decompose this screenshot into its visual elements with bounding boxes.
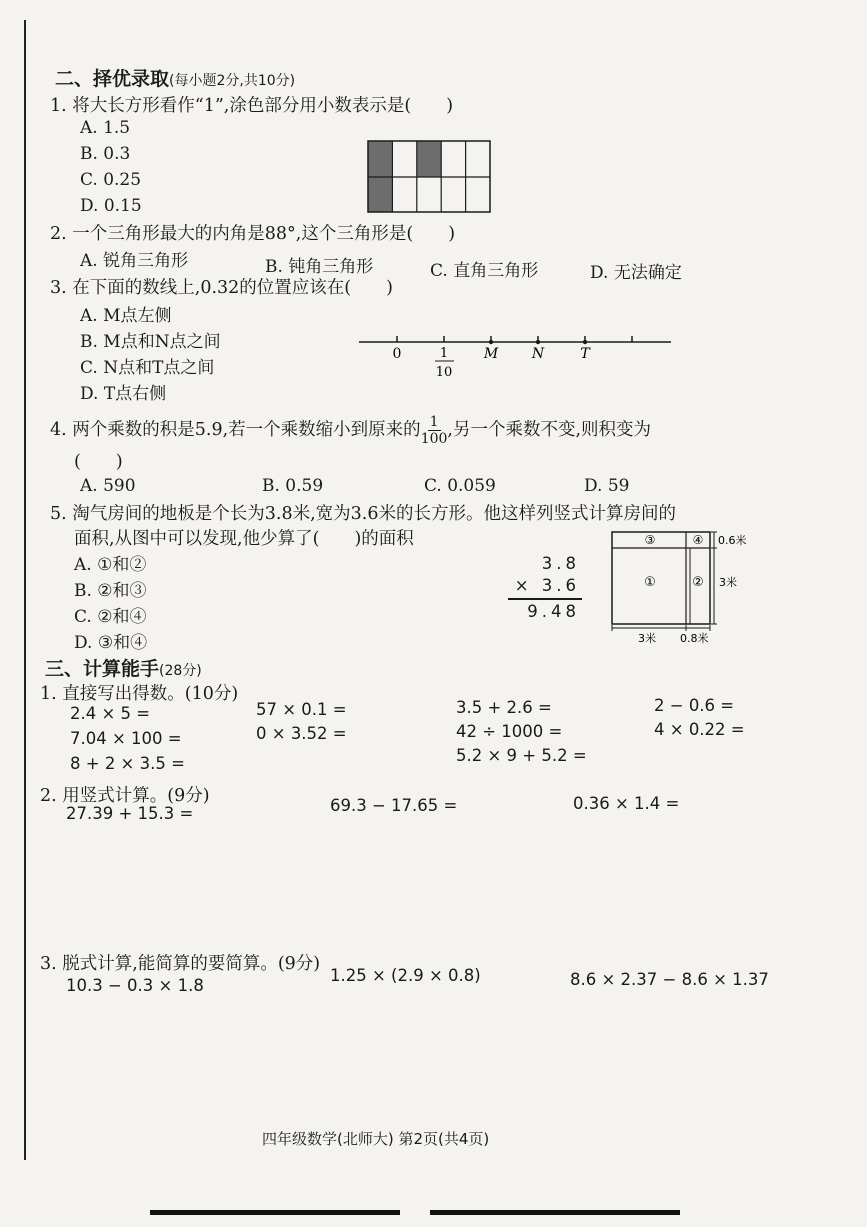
q2-option-d: D. 无法确定	[590, 263, 682, 283]
q3-option-d: D. T点右侧	[80, 384, 167, 404]
diagram-label-side-height: 3米	[719, 576, 737, 589]
numberline-label-n: N	[531, 346, 545, 362]
q1-grid-diagram	[367, 140, 493, 214]
section-2-title: 二、择优录取(每小题2分,共10分)	[55, 68, 296, 90]
q2-option-c: C. 直角三角形	[430, 261, 539, 281]
q3-question: 3. 在下面的数线上,0.32的位置应该在( )	[50, 278, 393, 298]
q3-option-b: B. M点和N点之间	[80, 332, 221, 352]
q5-question-line1: 5. 淘气房间的地板是个长为3.8米,宽为3.6米的长方形。他这样列竖式计算房间的	[50, 504, 677, 524]
diagram-label-bottom-width-2: 0.8米	[680, 632, 709, 645]
q5-vertical-a: 3.8	[541, 554, 580, 573]
mental-calc-item: 57 × 0.1 =	[256, 700, 347, 719]
mental-calc-item: 0 × 3.52 =	[256, 724, 347, 743]
numberline-label-m: M	[483, 346, 499, 362]
q1-option-b: B. 0.3	[80, 144, 131, 164]
scan-edge-bar	[430, 1210, 680, 1215]
vertical-calc-item: 27.39 + 15.3 =	[66, 804, 194, 823]
binding-margin-line	[24, 20, 26, 1160]
vertical-calc-item: 0.36 × 1.4 =	[573, 794, 680, 813]
s3-q2-question: 2. 用竖式计算。(9分)	[40, 786, 210, 806]
vertical-calc-item: 69.3 − 17.65 =	[330, 796, 458, 815]
step-calc-item: 1.25 × (2.9 × 0.8)	[330, 966, 481, 985]
q4-option-c: C. 0.059	[424, 476, 496, 496]
q5-option-d: D. ③和④	[74, 633, 148, 653]
diagram-region-3: ③	[644, 533, 656, 547]
scan-edge-bar	[150, 1210, 400, 1215]
q5-question-line2: 面积,从图中可以发现,他少算了( )的面积	[74, 529, 414, 549]
numberline-label-t: T	[580, 346, 590, 362]
mental-calc-item: 3.5 + 2.6 =	[456, 698, 552, 717]
numberline-label-zero: 0	[392, 346, 402, 362]
q4-question: 4. 两个乘数的积是5.9,若一个乘数缩小到原来的 $\frac{1}{100}$ ,另一个乘数不变,则积变为	[50, 414, 652, 447]
mental-calc-item: 8 + 2 × 3.5 =	[70, 754, 185, 773]
diagram-label-bottom-width: 3米	[638, 632, 656, 645]
q4-fraction: $\frac{1}{100}$	[420, 414, 448, 447]
numberline-label-frac-den: 10	[435, 365, 453, 380]
page-footer: 四年级数学(北师大) 第2页(共4页)	[262, 1130, 490, 1148]
q5-vertical-rule	[508, 598, 582, 600]
q5-vertical-result: 9.48	[527, 602, 580, 621]
section-3-title: 三、计算能手(28分)	[45, 658, 202, 680]
q1-option-d: D. 0.15	[80, 196, 142, 216]
diagram-region-2: ②	[692, 575, 704, 590]
q4-blank: ( )	[74, 452, 123, 472]
q5-vertical-b: × 3.6	[514, 576, 580, 595]
diagram-region-1: ①	[644, 575, 656, 590]
mental-calc-item: 7.04 × 100 =	[70, 729, 182, 748]
mental-calc-item: 2 − 0.6 =	[654, 696, 735, 715]
step-calc-item: 10.3 − 0.3 × 1.8	[66, 976, 204, 995]
q5-option-b: B. ②和③	[74, 581, 147, 601]
q2-option-b: B. 钝角三角形	[265, 257, 374, 277]
q1-option-c: C. 0.25	[80, 170, 142, 190]
diagram-label-top-height: 0.6米	[718, 534, 747, 547]
q4-option-d: D. 59	[584, 476, 630, 496]
numberline-label-frac-num: 1	[439, 346, 449, 361]
step-calc-item: 8.6 × 2.37 − 8.6 × 1.37	[570, 970, 769, 989]
mental-calc-item: 4 × 0.22 =	[654, 720, 745, 739]
mental-calc-item: 42 ÷ 1000 =	[456, 722, 563, 741]
q3-option-c: C. N点和T点之间	[80, 358, 215, 378]
q5-option-c: C. ②和④	[74, 607, 147, 627]
q2-question: 2. 一个三角形最大的内角是88°,这个三角形是( )	[50, 224, 456, 244]
q5-option-a: A. ①和②	[74, 555, 147, 575]
s3-q3-question: 3. 脱式计算,能简算的要简算。(9分)	[40, 954, 321, 974]
q2-option-a: A. 锐角三角形	[80, 251, 189, 271]
s3-q1-question: 1. 直接写出得数。(10分)	[40, 684, 239, 704]
mental-calc-item: 5.2 × 9 + 5.2 =	[456, 746, 587, 765]
q1-option-a: A. 1.5	[80, 118, 131, 138]
mental-calc-item: 2.4 × 5 =	[70, 704, 151, 723]
diagram-region-4: ④	[692, 533, 704, 547]
q4-option-a: A. 590	[80, 476, 136, 496]
q3-number-line	[355, 330, 675, 390]
q5-room-diagram	[608, 528, 758, 646]
q4-option-b: B. 0.59	[262, 476, 324, 496]
q1-question: 1. 将大长方形看作“1”,涂色部分用小数表示是( )	[50, 96, 454, 116]
q3-option-a: A. M点左侧	[80, 306, 172, 326]
